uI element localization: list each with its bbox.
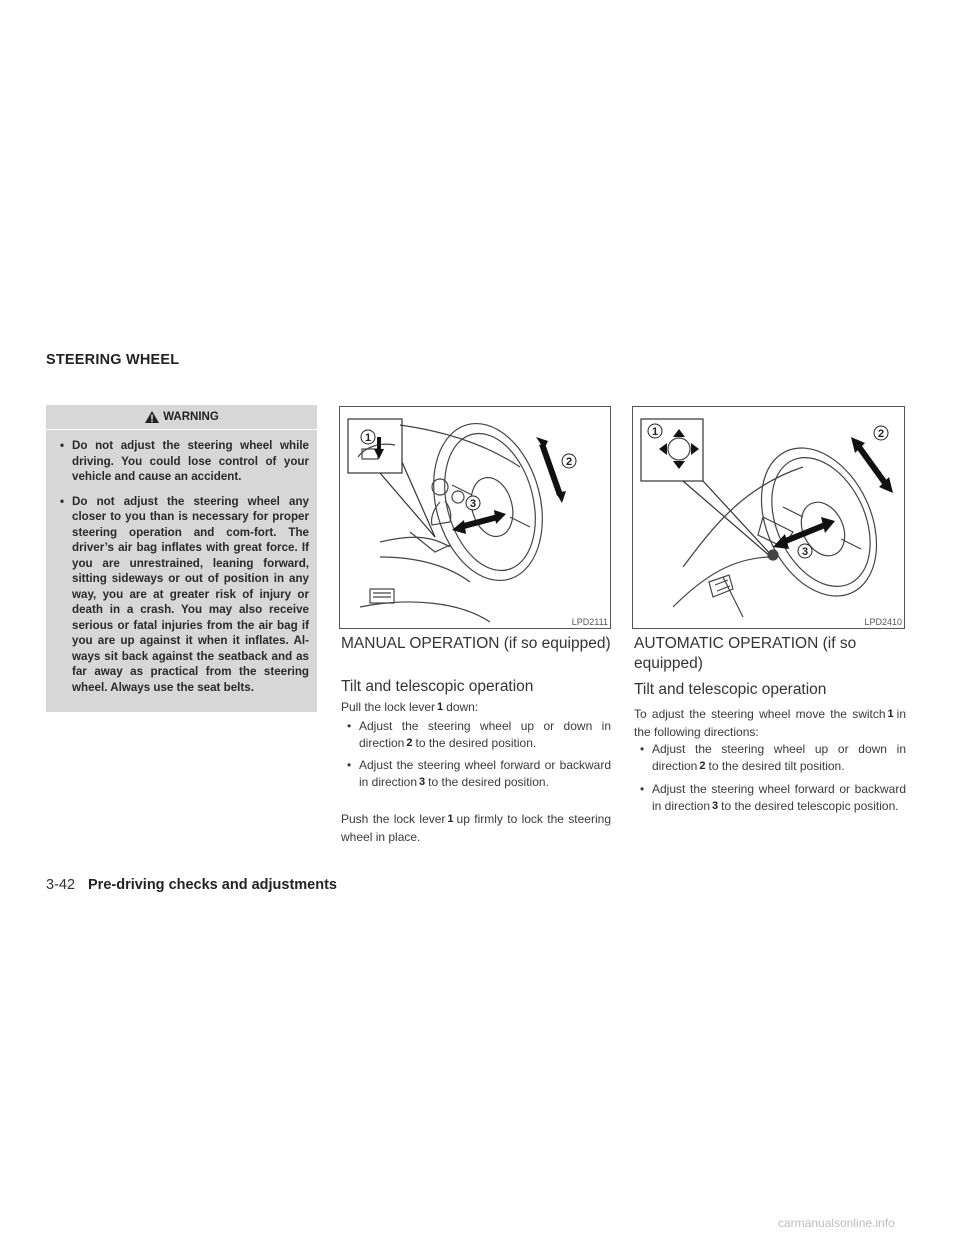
manual-outro [341, 811, 611, 845]
text: Pull the lock lever [341, 700, 436, 714]
manual-intro [341, 699, 611, 717]
figure-manual-steering [339, 406, 611, 629]
figure-label: 2 [878, 428, 885, 440]
warning-list [46, 430, 317, 695]
figure-code: LPD2111 [571, 617, 608, 627]
manual-bullet [344, 757, 611, 791]
figure-code: LPD2410 [864, 617, 902, 627]
text: down: [446, 700, 479, 714]
warning-heading [46, 405, 317, 430]
figure-label: 1 [365, 432, 372, 444]
text: Adjust the steering wheel up or down in direction [359, 719, 611, 750]
callout-1-icon: 1 [437, 701, 444, 713]
text: to the desired position. [415, 735, 537, 750]
section-title: STEERING WHEEL [46, 352, 180, 368]
text: Adjust the steering wheel forward or backward in direction [652, 782, 906, 813]
figure-label: 2 [566, 456, 573, 468]
figure-automatic-steering [632, 406, 905, 629]
automatic-bullet [637, 781, 906, 815]
text: to the desired telescopic position. [721, 798, 899, 813]
figure-label: 1 [652, 426, 659, 438]
callout-3-icon: 3 [419, 775, 426, 788]
warning-heading-text: WARNING [163, 411, 219, 423]
automatic-heading: AUTOMATIC OPERATION (if so equipped) [634, 635, 857, 672]
manual-heading: MANUAL OPERATION (if so equipped) [341, 635, 611, 652]
manual-bullet [344, 718, 611, 752]
manual-steering-illustration [340, 407, 610, 628]
text: up firmly to lock the steering wheel in place. [341, 812, 611, 844]
warning-item: • Do not adjust the steering wheel any closer to you than is necessary for proper steering operation and com-fort. The driver’s air bag inflates with great force. If you are unrestrained, leaning forward, sitting sideways or out of position in any way, you are at greater risk of injury or death in a crash. You may also receive serious or fatal injuries from the air bag if you are up against it when it inflates. Al-ways sit back against the seatback and as far away as practical from the steering wheel. Always use the seat belts. [60, 494, 309, 696]
watermark: carmanualsonline.info [778, 1216, 895, 1230]
figure-label: 3 [802, 546, 809, 558]
text: Push the lock lever [341, 812, 446, 826]
warning-item: • Do not adjust the steering wheel while driving. You could lose control of your vehicle and cause an accident. [60, 438, 309, 485]
callout-2-icon: 2 [699, 759, 706, 772]
page-number: 3-42 [46, 877, 76, 893]
automatic-subheading: Tilt and telescopic operation [634, 681, 827, 698]
callout-3-icon: 3 [712, 799, 719, 812]
chapter-title: Pre-driving checks and adjustments [88, 877, 337, 893]
text: to the desired tilt position. [708, 758, 845, 773]
text: in the following directions: [634, 707, 906, 739]
text: Adjust the steering wheel up or down in direction [652, 742, 906, 773]
warning-box [46, 405, 317, 712]
text: To adjust the steering wheel move the switch [634, 707, 886, 721]
automatic-bullet [637, 741, 906, 775]
automatic-intro [634, 706, 906, 740]
text: Adjust the steering wheel forward or backward in direction [359, 758, 611, 789]
figure-label: 3 [470, 498, 477, 510]
manual-subheading: Tilt and telescopic operation [341, 678, 534, 695]
callout-1-icon: 1 [447, 813, 454, 825]
callout-2-icon: 2 [406, 736, 413, 749]
callout-1-icon: 1 [887, 708, 894, 720]
automatic-steering-illustration [633, 407, 904, 628]
warning-triangle-icon [144, 410, 160, 424]
text: to the desired position. [428, 774, 549, 789]
